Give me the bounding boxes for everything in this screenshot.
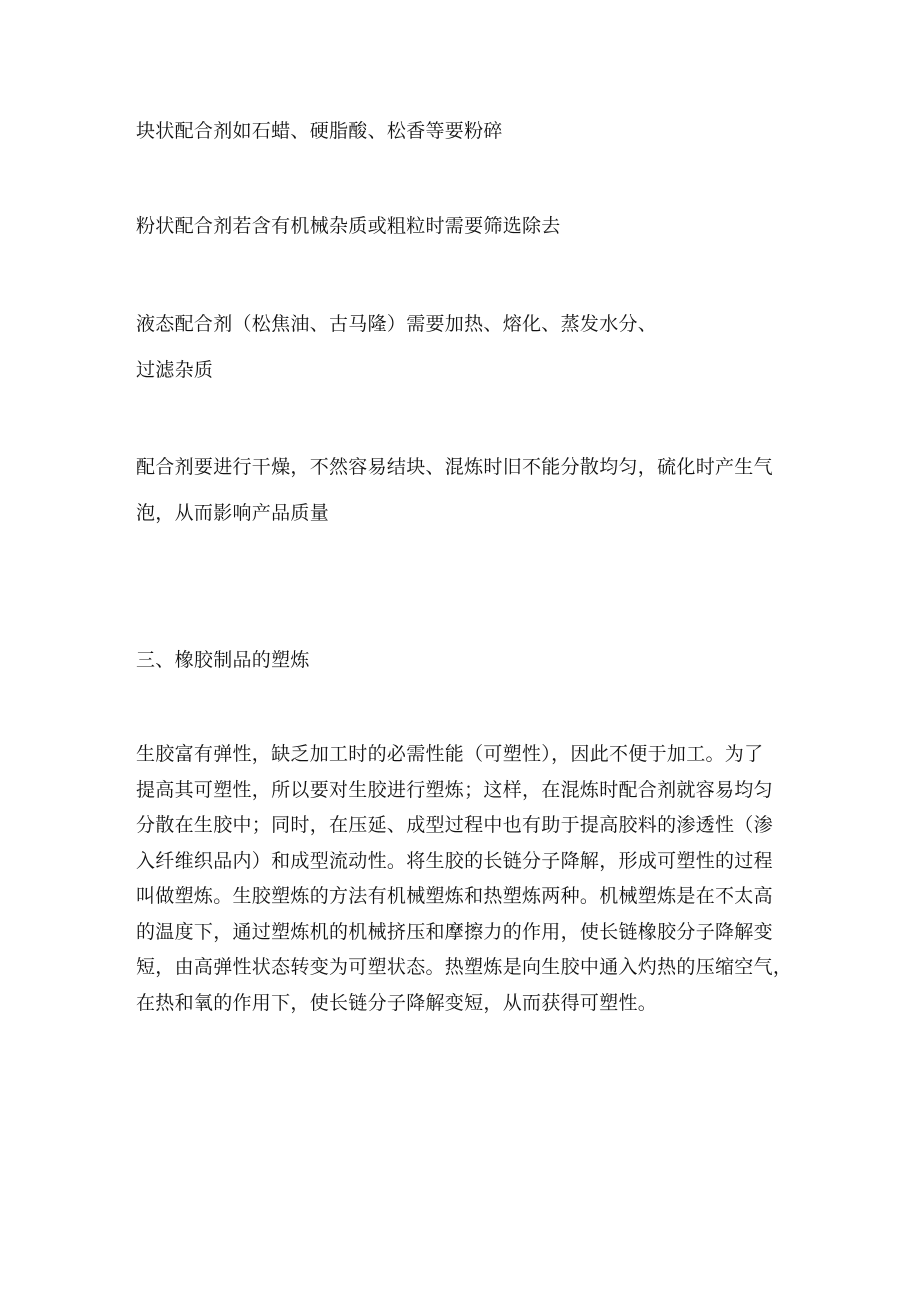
text-line: 液态配合剂（松焦油、古马隆）需要加热、熔化、蒸发水分、 bbox=[136, 313, 658, 335]
paragraph-liquid-agents bbox=[136, 311, 796, 384]
text-line: 粉状配合剂若含有机械杂质或粗粒时需要筛选除去 bbox=[136, 215, 561, 237]
text-line: 泡，从而影响产品质量 bbox=[136, 502, 330, 524]
section-body-paragraph bbox=[136, 737, 796, 1021]
text-line: 分散在生胶中；同时，在压延、成型过程中也有助于提高胶料的渗透性（渗 bbox=[136, 814, 773, 836]
paragraph-drying bbox=[136, 454, 796, 527]
text-line: 块状配合剂如石蜡、硬脂酸、松香等要粉碎 bbox=[136, 120, 503, 142]
text-line: 过滤杂质 bbox=[136, 359, 214, 381]
text-line: 生胶富有弹性，缺乏加工时的必需性能（可塑性），因此不便于加工。为了 bbox=[136, 743, 764, 765]
paragraph-powder-grinding bbox=[136, 118, 796, 145]
text-line: 配合剂要进行干燥，不然容易结块、混炼时旧不能分散均匀，硫化时产生气 bbox=[136, 456, 773, 478]
text-line: 叫做塑炼。生胶塑炼的方法有机械塑炼和热塑炼两种。机械塑炼是在不太高 bbox=[136, 885, 773, 907]
paragraph-powder-screening bbox=[136, 213, 796, 240]
section-heading: 三、橡胶制品的塑炼 bbox=[136, 649, 310, 671]
text-line: 的温度下，通过塑炼机的机械挤压和摩擦力的作用，使长链橡胶分子降解变 bbox=[136, 920, 773, 943]
text-line: 入纤维织品内）和成型流动性。将生胶的长链分子降解，形成可塑性的过程 bbox=[136, 849, 773, 872]
text-line: 提高其可塑性，所以要对生胶进行塑炼；这样，在混炼时配合剂就容易均匀 bbox=[136, 778, 773, 801]
text-line: 短，由高弹性状态转变为可塑状态。热塑炼是向生胶中通入灼热的压缩空气， bbox=[136, 956, 793, 978]
text-line: 在热和氧的作用下，使长链分子降解变短，从而获得可塑性。 bbox=[136, 991, 658, 1014]
